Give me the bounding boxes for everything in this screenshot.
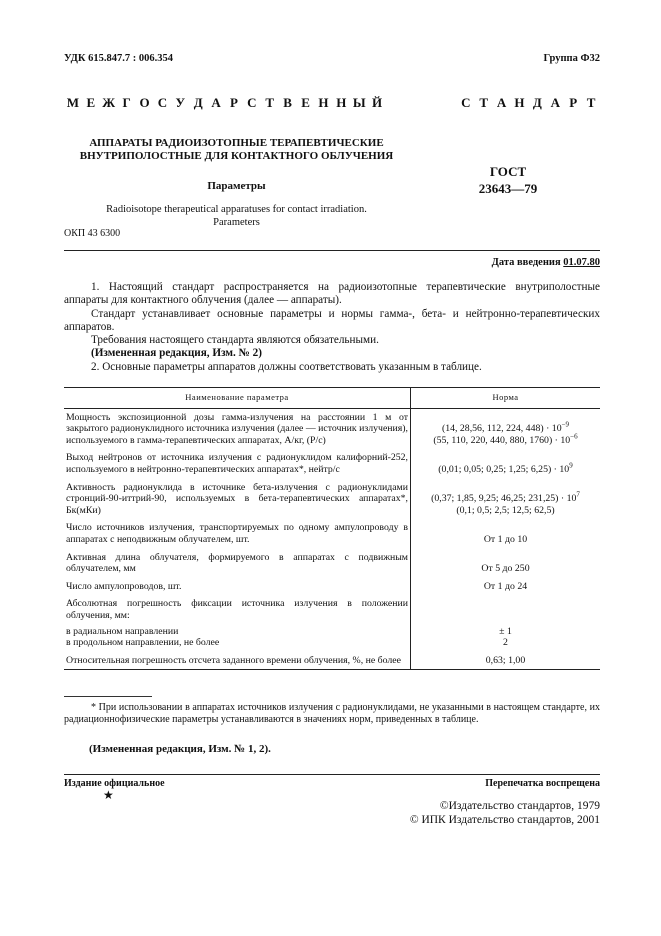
banner-letter: Ж — [102, 95, 116, 110]
introduction-date-value: 01.07.80 — [563, 257, 600, 268]
introduction-date-label: Дата введения — [491, 257, 561, 268]
norm-exponent: 7 — [576, 490, 580, 499]
banner-letter: С — [157, 95, 168, 110]
norm-cell: 0,63; 1,00 — [411, 652, 601, 670]
banner-letter: Д — [193, 95, 203, 110]
norm-value: (14, 28,56, 112, 224, 448) · 10 — [441, 423, 562, 435]
norm-cell: От 1 до 10 — [483, 533, 528, 545]
column-header-norm: Норма — [411, 388, 601, 409]
banner-letter: А — [211, 95, 221, 110]
standard-banner — [64, 95, 600, 111]
table-row — [64, 519, 600, 548]
table-row — [64, 549, 600, 578]
banner-letter: Й — [372, 95, 383, 110]
banner-letter: Ы — [352, 95, 366, 110]
document-subtitle: Параметры — [207, 180, 266, 192]
copyright-2001: © ИПК Издательство стандартов, 2001 — [409, 814, 600, 826]
norm-cell — [411, 479, 601, 520]
banner-word-standard — [457, 95, 600, 111]
gost-label: ГОСТ — [489, 164, 527, 179]
banner-letter: А — [550, 95, 560, 110]
title-line-2: ВНУТРИПОЛОСТНЫЕ ДЛЯ КОНТАКТНОГО ОБЛУЧЕНИЯ — [79, 150, 394, 162]
banner-letter: Д — [532, 95, 542, 110]
gost-designation — [458, 163, 558, 197]
english-title-line-1: Radioisotope therapeutical apparatuses for contact irradiation. — [106, 204, 367, 215]
parameter-cell: Выход нейтронов от источника излучения с радионуклидом калифорний-252, используемого в нейтронно-терапевтических аппаратах*, нейтр/с — [64, 449, 411, 478]
norm-value: (0,37; 1,85, 9,25; 46,25; 231,25) · 10 — [431, 493, 577, 505]
banner-letter: В — [283, 95, 292, 110]
norm-value: ± 1 — [499, 625, 512, 637]
banner-letter: Г — [122, 95, 131, 110]
table-row — [64, 479, 600, 520]
norm-value: (0,01; 0,05; 0,25; 1,25; 6,25) · 10 — [438, 463, 570, 475]
parameter-cell: Мощность экспозиционной дозы гамма-излучения на расстоянии 1 м от закрытого радионуклидного источника излучения (далее — источник излучения), используемого в гамма-терапевтических аппаратах, А/кг, (Р/с) — [64, 408, 411, 449]
norm-cell — [411, 595, 601, 651]
english-title-line-2: Parameters — [213, 217, 260, 228]
footer-divider — [64, 774, 600, 775]
norm-cell — [411, 408, 601, 449]
gost-number: 23643—79 — [478, 181, 538, 196]
header-divider — [64, 250, 600, 251]
table-header-row — [64, 388, 600, 409]
banner-letter: Н — [514, 95, 525, 110]
official-edition: Издание официальное — [64, 778, 165, 789]
banner-letter: Т — [479, 95, 489, 110]
banner-letter: Е — [86, 95, 96, 110]
banner-letter: С — [461, 95, 471, 110]
norm-value: (55, 110, 220, 440, 880, 1760) · 10 — [433, 434, 571, 446]
norm-cell: От 1 до 24 — [483, 580, 528, 592]
banner-letter: М — [66, 95, 80, 110]
table-row — [64, 449, 600, 478]
norm-value: 2 — [503, 637, 508, 649]
udk-code: УДК 615.847.7 : 006.354 — [64, 53, 173, 64]
banner-letter: Н — [318, 95, 329, 110]
banner-letter: Т — [265, 95, 275, 110]
table-row — [64, 408, 600, 449]
banner-letter: Е — [301, 95, 310, 110]
column-header-parameter: Наименование параметра — [64, 388, 411, 409]
norm-exponent: −6 — [570, 432, 578, 441]
banner-letter: Р — [569, 95, 578, 110]
banner-letter: У — [175, 95, 186, 110]
norm-value: (0,1; 0,5; 2,5; 12,5; 62,5) — [456, 504, 555, 516]
parameter-cell: Число ампулопроводов, шт. — [64, 578, 411, 596]
star-icon: ★ — [103, 788, 114, 802]
parameter-cell: Относительная погрешность отсчета заданного времени облучения, %, не более — [64, 652, 411, 670]
footnote-divider — [64, 696, 152, 697]
document-title — [64, 137, 409, 163]
title-line-1: АППАРАТЫ РАДИОИЗОТОПНЫЕ ТЕРАПЕВТИЧЕСКИЕ — [89, 137, 384, 149]
norm-cell: От 5 до 250 — [481, 563, 530, 575]
parameter-sub-longitudinal: в продольном направлении, не более — [66, 637, 220, 649]
banner-word-interstate — [64, 95, 386, 111]
banner-letter: Т — [586, 95, 596, 110]
paragraph-scope: 1. Настоящий стандарт распространяется на радиоизотопные терапевтические внутриполостные аппараты для контактного облучения (далее — аппараты). — [64, 281, 600, 307]
banner-letter: С — [247, 95, 257, 110]
banner-letter: Р — [229, 95, 238, 110]
parameters-table — [64, 387, 600, 670]
parameter-sub-radial: в радиальном направлении — [66, 625, 179, 637]
parameter-cell: Активность радионуклида в источнике бета-излучения с радионуклидами стронций-90-иттрий-90, используемых в бета-терапевтических аппаратах*, Бк(мКи) — [64, 479, 411, 520]
copyright-1979: ©Издательство стандартов, 1979 — [439, 800, 600, 812]
norm-exponent: 9 — [569, 461, 573, 470]
parameter-cell — [64, 595, 411, 651]
paragraph-parameters: 2. Основные параметры аппаратов должны соответствовать указанным в таблице. — [91, 360, 482, 373]
parameter-cell: Активная длина облучателя, формируемого в аппаратах с подвижным облучателем, мм — [64, 549, 411, 578]
norm-cell — [411, 449, 601, 478]
table-row — [64, 652, 600, 670]
amendment-note: (Измененная редакция, Изм. № 1, 2). — [89, 743, 271, 755]
table-row — [64, 595, 600, 651]
parameter-cell: Число источников излучения, транспортируемых по одному ампулопроводу в аппаратах с неподвижным облучателем, шт. — [64, 519, 411, 548]
okp-code: ОКП 43 6300 — [64, 228, 121, 239]
body-text — [64, 281, 600, 374]
introduction-date — [492, 257, 600, 268]
english-title — [64, 203, 409, 229]
parameter-text: Абсолютная погрешность фиксации источника излучения в положении облучения, мм: — [66, 598, 408, 621]
norm-exponent: −9 — [561, 420, 570, 429]
banner-letter: О — [139, 95, 150, 110]
banner-letter: А — [496, 95, 507, 110]
paragraph-establishes: Стандарт устанавливает основные параметры и нормы гамма-, бета- и нейтронно-терапевтических аппаратов. — [64, 307, 600, 333]
banner-letter: Н — [336, 95, 347, 110]
group-code: Группа Ф32 — [543, 53, 600, 64]
paragraph-amendment-2: (Измененная редакция, Изм. № 2) — [91, 347, 262, 360]
reprint-prohibited: Перепечатка воспрещена — [485, 778, 600, 789]
paragraph-mandatory: Требования настоящего стандарта являются обязательными. — [91, 334, 379, 347]
table-row — [64, 578, 600, 596]
copyright-block — [410, 799, 600, 827]
footnote: * При использовании в аппаратах источников излучения с радионуклидами, не указанными в настоящем стандарте, их радиационнофизические параметры устанавливаются в значениях норм, приведенных в таблице. — [64, 702, 600, 725]
